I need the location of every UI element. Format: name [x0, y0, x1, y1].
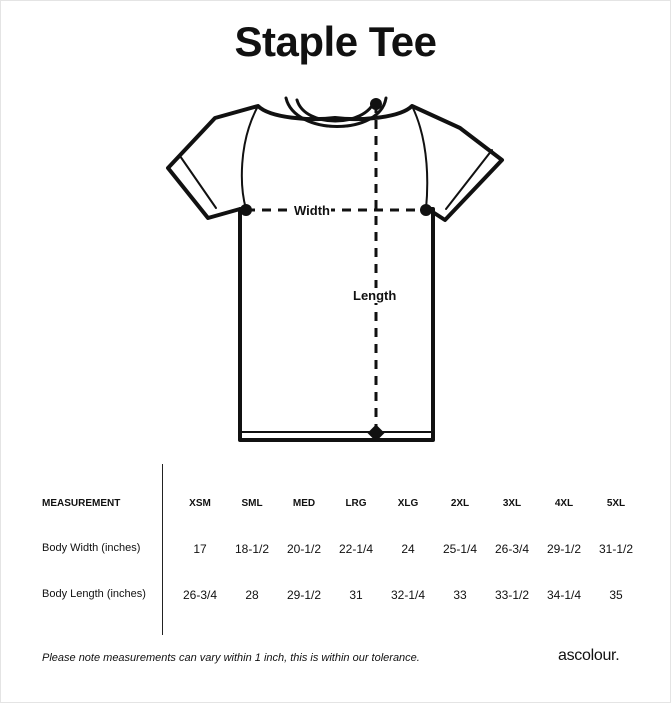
- table-cell: 34-1/4: [546, 588, 582, 602]
- size-header: 2XL: [450, 498, 470, 509]
- table-cell: 25-1/4: [442, 542, 478, 556]
- row-label: Body Width (inches): [42, 542, 141, 554]
- table-header-row: [0, 498, 671, 518]
- table-cell: 29-1/2: [286, 588, 322, 602]
- size-header: XLG: [397, 498, 419, 509]
- table-cell: 28: [245, 588, 259, 602]
- table-cell: 26-3/4: [494, 542, 530, 556]
- tshirt-outline: [168, 106, 502, 440]
- size-header: XSM: [189, 498, 211, 509]
- size-header: SML: [241, 498, 263, 509]
- row-label: Body Length (inches): [42, 588, 146, 600]
- table-cell: 33-1/2: [494, 588, 530, 602]
- table-cell: 24: [401, 542, 415, 556]
- length-top-marker: [370, 98, 382, 110]
- table-cell: 31: [349, 588, 363, 602]
- width-right-marker: [420, 204, 432, 216]
- table-cell: 31-1/2: [598, 542, 634, 556]
- measurement-header: MEASUREMENT: [42, 498, 121, 509]
- size-header: 4XL: [554, 498, 574, 509]
- table-row: [0, 588, 671, 608]
- table-row: [0, 542, 671, 562]
- table-cell: 35: [609, 588, 623, 602]
- table-cell: 17: [193, 542, 207, 556]
- tolerance-note: Please note measurements can vary within 1 inch, this is within our tolerance.: [42, 652, 420, 664]
- table-cell: 22-1/4: [338, 542, 374, 556]
- table-cell: 33: [453, 588, 467, 602]
- tshirt-diagram: [160, 88, 510, 448]
- table-cell: 18-1/2: [234, 542, 270, 556]
- length-label: Length: [353, 288, 397, 303]
- page-title: Staple Tee: [234, 18, 437, 65]
- table-cell: 20-1/2: [286, 542, 322, 556]
- brand-logo: ascolour.: [558, 647, 620, 664]
- table-cell: 29-1/2: [546, 542, 582, 556]
- size-header: 5XL: [606, 498, 626, 509]
- size-header: MED: [292, 498, 316, 509]
- width-label: Width: [294, 203, 330, 218]
- table-cell: 32-1/4: [390, 588, 426, 602]
- table-cell: 26-3/4: [182, 588, 218, 602]
- width-left-marker: [240, 204, 252, 216]
- size-header: LRG: [345, 498, 367, 509]
- size-header: 3XL: [502, 498, 522, 509]
